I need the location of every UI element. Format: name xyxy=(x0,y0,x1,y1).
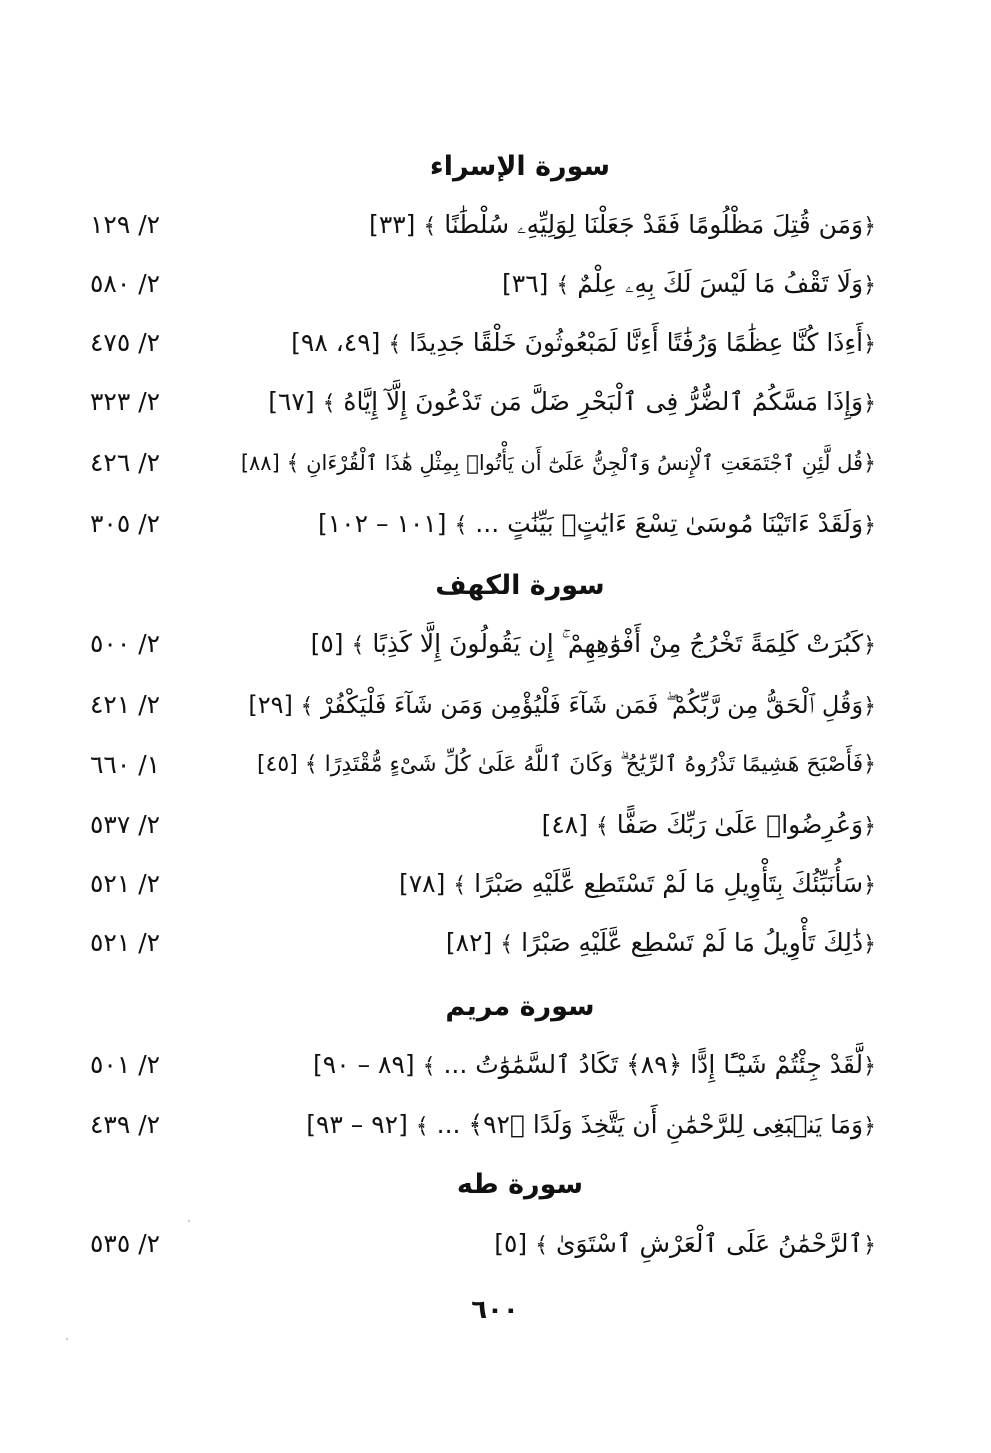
ornament-close: ﴾ xyxy=(453,873,467,898)
verse-text: وَلَقَدْ ءَاتَيْنَا مُوسَىٰ تِسْعَ ءَايَٰتٍۭ بَيِّنَٰتٍ ... xyxy=(475,509,864,538)
ayah-number: [٨٨] xyxy=(240,451,280,475)
page-reference: ٢/ ٥٢١ xyxy=(90,928,161,957)
ornament-close: ﴾ xyxy=(595,814,609,839)
verse-entry xyxy=(90,921,876,965)
ornament-open: ﴿ xyxy=(863,633,876,658)
page-reference: ٢/ ٥٣٧ xyxy=(90,810,161,839)
verse-line xyxy=(311,622,876,668)
ornament-close: ﴾ xyxy=(500,932,514,957)
ornament-open: ﴿ xyxy=(863,513,876,538)
verse-line xyxy=(446,921,876,967)
ayah-number: [٤٩، ٩٨] xyxy=(291,328,381,357)
page-reference: ١/ ٦٦٠ xyxy=(90,750,161,779)
verse-text: فَأَصْبَحَ هَشِيمًا تَذْرُوهُ ٱلرِّيَٰحُ ۗ وَكَانَ ٱللَّهُ عَلَىٰ كُلِّ شَىْءٍ مُّقْتَدِرًا xyxy=(324,752,864,777)
ornament-open: ﴿ xyxy=(863,214,876,239)
page-reference: ٢/ ١٢٩ xyxy=(90,210,161,239)
verse-line xyxy=(268,380,876,426)
verse-entry xyxy=(90,203,876,247)
ornament-open: ﴿ xyxy=(863,873,876,898)
verse-text: وَلَا تَقْفُ مَا لَيْسَ لَكَ بِهِۦ عِلْمٌ xyxy=(577,269,864,298)
verse-text: وَمَا يَنۢبَغِى لِلرَّحْمَٰنِ أَن يَتَّخِذَ وَلَدًا ﴿٩٢﴾ ... xyxy=(436,1110,864,1139)
page-reference: ٢/ ٣٠٥ xyxy=(90,509,161,538)
verse-entry xyxy=(90,502,876,546)
page-reference: ٢/ ٥٠١ xyxy=(90,1050,161,1079)
verse-entry xyxy=(90,862,876,906)
ornament-open: ﴿ xyxy=(863,752,876,777)
page-reference: ٢/ ٤٧٥ xyxy=(90,328,161,357)
ornament-close: ﴾ xyxy=(535,1233,549,1258)
ornament-close: ﴾ xyxy=(351,633,365,658)
page-reference: ٢/ ٤٣٩ xyxy=(90,1110,161,1139)
page-reference: ٢/ ٥٨٠ xyxy=(90,269,161,298)
verse-line xyxy=(313,1043,876,1089)
verse-line xyxy=(502,262,876,308)
verse-text: ذَٰلِكَ تَأْوِيلُ مَا لَمْ تَسْطِع عَّلَيْهِ صَبْرًا xyxy=(521,928,864,957)
verse-entry xyxy=(90,321,876,365)
ayah-number: [٢٩] xyxy=(248,691,293,719)
scan-speck xyxy=(66,1338,68,1340)
ayah-number: [٦٧] xyxy=(268,387,315,416)
verse-line xyxy=(369,203,876,249)
verse-text: قُل لَّئِنِ ٱجْتَمَعَتِ ٱلْإِنسُ وَٱلْجِنُّ عَلَىٰٓ أَن يَأْتُوا۟ بِمِثْلِ هَٰذَا ٱلْقُرْءَانِ xyxy=(306,451,864,475)
ornament-open: ﴿ xyxy=(863,932,876,957)
ayah-number: [٩٢ – ٩٣] xyxy=(306,1110,408,1139)
surah-heading-maryam: سورة مريم xyxy=(445,991,595,1022)
scan-speck xyxy=(188,1220,190,1222)
ornament-close: ﴾ xyxy=(422,1054,436,1079)
ornament-close: ﴾ xyxy=(286,451,300,476)
verse-line xyxy=(399,862,876,908)
verse-text: وَإِذَا مَسَّكُمُ ٱلضُّرُّ فِى ٱلْبَحْرِ ضَلَّ مَن تَدْعُونَ إِلَّآ إِيَّاهُ xyxy=(343,387,864,416)
verse-text: كَبُرَتْ كَلِمَةً تَخْرُجُ مِنْ أَفْوَٰهِهِمْ ۚ إِن يَقُولُونَ إِلَّا كَذِبًا xyxy=(372,629,864,658)
ornament-open: ﴿ xyxy=(863,694,876,719)
ayah-number: [٨٢] xyxy=(445,928,493,957)
verse-text: وَمَن قُتِلَ مَظْلُومًا فَقَدْ جَعَلْنَا لِوَلِيِّهِۦ سُلْطَٰنًا xyxy=(444,210,864,239)
surah-heading-kahf: سورة الكهف xyxy=(435,570,605,601)
ornament-open: ﴿ xyxy=(863,1233,876,1258)
verse-entry xyxy=(90,1043,876,1087)
ayah-number: [٣٣] xyxy=(369,210,416,239)
verse-line xyxy=(318,502,876,548)
verse-text: لَّقَدْ جِئْتُمْ شَيْـًٔا إِدًّا ﴿٨٩﴾ تَكَادُ ٱلسَّمَٰوَٰتُ ... xyxy=(443,1050,864,1079)
page-reference: ٢/ ٤٢٦ xyxy=(90,448,161,477)
verse-entry xyxy=(90,622,876,666)
page-reference: ٢/ ٥٠٠ xyxy=(90,629,161,658)
ornament-close: ﴾ xyxy=(556,273,570,298)
ornament-open: ﴿ xyxy=(863,332,876,357)
verse-line xyxy=(240,441,876,486)
ornament-close: ﴾ xyxy=(415,1114,429,1139)
verse-text: أَءِذَا كُنَّا عِظَٰمًا وَرُفَٰتًا أَءِنَّا لَمَبْعُوثُونَ خَلْقًا جَدِيدًا xyxy=(409,328,864,357)
page-number: ٦٠٠ xyxy=(471,1295,519,1325)
ornament-close: ﴾ xyxy=(423,214,437,239)
surah-heading-taha: سورة طه xyxy=(456,1169,584,1200)
verse-entry xyxy=(90,380,876,424)
page-reference: ٢/ ٤٢١ xyxy=(90,690,161,719)
ayah-number: [١٠١ – ١٠٢] xyxy=(317,509,447,538)
ayah-number: [٥] xyxy=(310,629,344,658)
ayah-number: [٤٥] xyxy=(256,752,298,777)
verse-text: سَأُنَبِّئُكَ بِتَأْوِيلِ مَا لَمْ تَسْتَطِع عَّلَيْهِ صَبْرًا xyxy=(474,869,864,898)
verse-entry xyxy=(90,1103,876,1147)
ayah-number: [٨٩ – ٩٠] xyxy=(313,1050,415,1079)
ornament-close: ﴾ xyxy=(300,694,314,719)
verse-line xyxy=(257,743,876,787)
verse-entry xyxy=(90,262,876,306)
ornament-close: ﴾ xyxy=(388,332,402,357)
verse-line xyxy=(248,683,876,729)
ornament-open: ﴿ xyxy=(863,1054,876,1079)
ayah-number: [٧٨] xyxy=(398,869,446,898)
ornament-close: ﴾ xyxy=(454,513,468,538)
page-reference: ٢/ ٣٢٣ xyxy=(90,387,161,416)
ornament-open: ﴿ xyxy=(863,273,876,298)
ayah-number: [٥] xyxy=(494,1229,528,1258)
verse-line xyxy=(494,1222,876,1268)
page-reference: ٢/ ٥٢١ xyxy=(90,869,161,898)
verse-entry xyxy=(90,743,876,787)
verse-entry xyxy=(90,1222,876,1266)
ayah-number: [٤٨] xyxy=(541,810,588,839)
surah-heading-isra: سورة الإسراء xyxy=(429,151,611,182)
ayah-number: [٣٦] xyxy=(502,269,549,298)
verse-entry xyxy=(90,441,876,485)
ornament-close: ﴾ xyxy=(322,391,336,416)
ornament-open: ﴿ xyxy=(863,391,876,416)
verse-line xyxy=(306,1103,876,1149)
verse-line xyxy=(291,321,876,367)
ornament-close: ﴾ xyxy=(304,752,318,777)
page-reference: ٢/ ٥٣٥ xyxy=(90,1229,161,1258)
verse-text: وَقُلِ ٱلْحَقُّ مِن رَّبِّكُمْ ۖ فَمَن شَآءَ فَلْيُؤْمِن وَمَن شَآءَ فَلْيَكْفُرْ xyxy=(321,691,864,719)
verse-entry xyxy=(90,683,876,727)
verse-text: ٱلرَّحْمَٰنُ عَلَى ٱلْعَرْشِ ٱسْتَوَىٰ xyxy=(555,1229,864,1258)
verse-entry xyxy=(90,803,876,847)
verse-text: وَعُرِضُوا۟ عَلَىٰ رَبِّكَ صَفًّا xyxy=(616,810,864,839)
verse-line xyxy=(542,803,876,849)
ornament-open: ﴿ xyxy=(863,814,876,839)
ornament-open: ﴿ xyxy=(863,1114,876,1139)
ornament-open: ﴿ xyxy=(863,451,876,476)
